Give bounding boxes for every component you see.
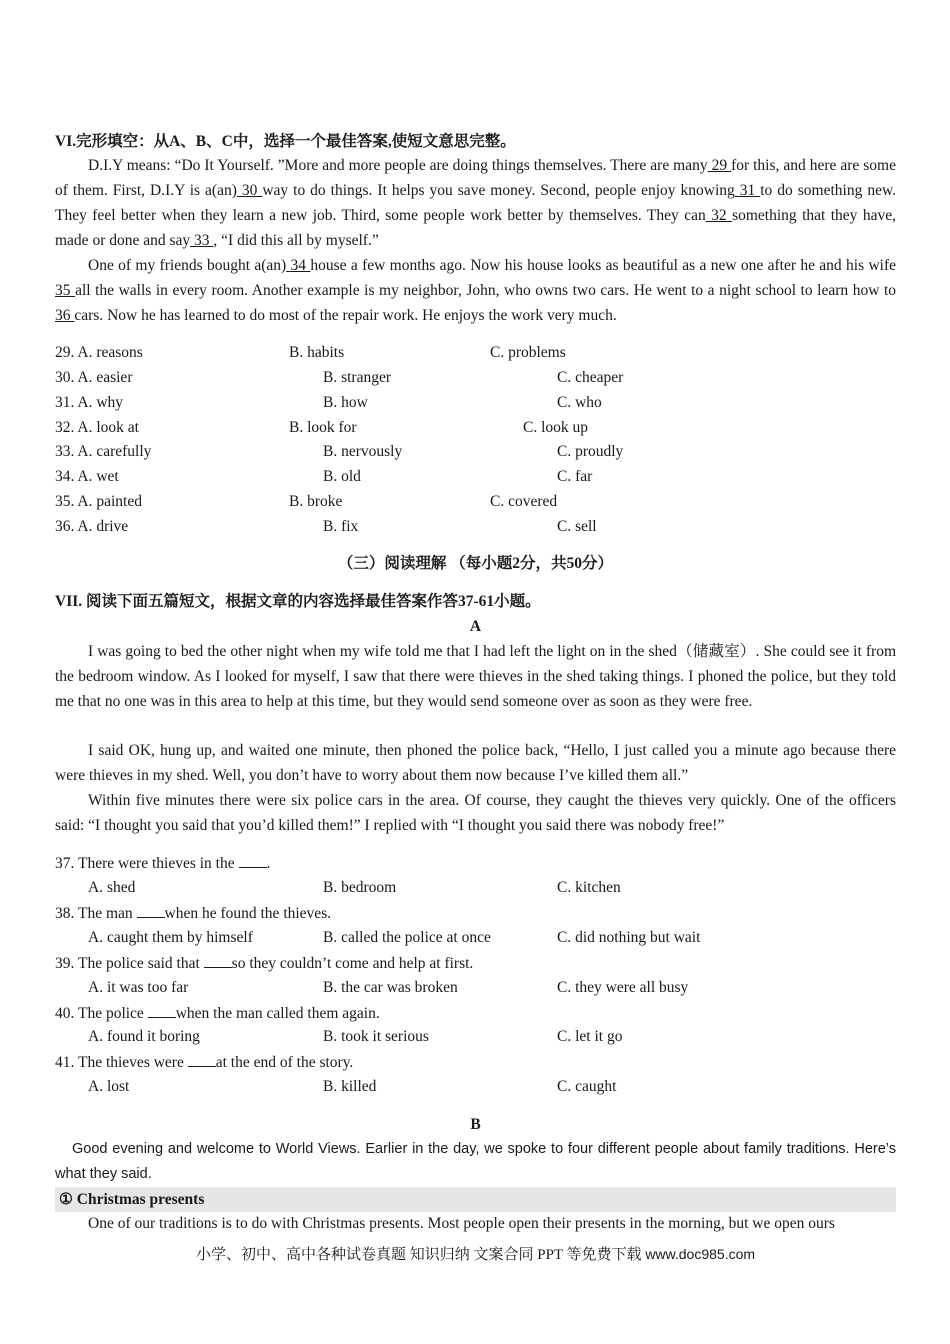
- cloze-text: to do something new. They feel better when they learn a new job. Third, some people work better by themselves. They can: [55, 182, 897, 224]
- choice-c: C. let it go: [557, 1028, 623, 1045]
- passage-a-paragraph-2: I said OK, hung up, and waited one minute, then phoned the police back, “Hello, I just called you a minute ago because there were thieves in my shed. Well, you don’t have to worry about them now because I’ve killed them all.”: [55, 742, 896, 784]
- question-stem: 41. The thieves were at the end of the story.: [55, 1054, 354, 1071]
- option-34-a: 34. A. wet: [55, 468, 119, 485]
- option-32-c: C. look up: [523, 419, 589, 436]
- blank-33: 33: [190, 232, 214, 249]
- blank-29: 29: [707, 157, 732, 174]
- passage-a-paragraph-3: Within five minutes there were six police cars in the area. Of course, they caught the thieves very quickly. One of the officers said: “I thought you said that you’d killed them!” I replied with “I thought you said there was nobody free!”: [55, 792, 896, 834]
- section-6-heading: VI.完形填空：从A、B、C中，选择一个最佳答案,使短文意思完整。: [55, 133, 516, 150]
- option-31-c: C. who: [557, 394, 602, 411]
- choice-a: A. lost: [88, 1078, 130, 1095]
- choice-a: A. caught them by himself: [88, 929, 253, 946]
- cloze-text: One of my friends bought a(an): [88, 257, 287, 274]
- cloze-text: cars. Now he has learned to do most of the repair work. He enjoys the work very much.: [74, 307, 617, 324]
- cloze-paragraph-1: [55, 153, 896, 253]
- blank-31: 31: [734, 182, 761, 199]
- choice-a: A. it was too far: [88, 979, 189, 996]
- answer-blank: [188, 1052, 216, 1067]
- passage-a-label: A: [469, 618, 482, 635]
- question-stem: 37. There were thieves in the .: [55, 855, 271, 872]
- choice-c: C. they were all busy: [557, 979, 689, 996]
- choice-b: B. the car was broken: [323, 979, 458, 996]
- option-30-a: 30. A. easier: [55, 369, 133, 386]
- option-36-c: C. sell: [557, 518, 597, 535]
- option-35-c: C. covered: [490, 493, 558, 510]
- option-36-b: B. fix: [323, 518, 359, 535]
- part-3-title: （三）阅读理解 （每小题2分，共50分）: [337, 555, 614, 572]
- option-33-b: B. nervously: [323, 443, 403, 460]
- choice-c: C. caught: [557, 1078, 617, 1095]
- cloze-text: house a few months ago. Now his house looks as beautiful as a new one after he and his wife: [310, 257, 896, 274]
- question-stem: 39. The police said that so they couldn’t come and help at first.: [55, 955, 474, 972]
- choice-b: B. took it serious: [323, 1028, 429, 1045]
- option-34-c: C. far: [557, 468, 593, 485]
- option-33-a: 33. A. carefully: [55, 443, 152, 460]
- blank-32: 32: [705, 207, 733, 224]
- cloze-text: something that they have, made or done and say: [55, 207, 896, 249]
- footer-url[interactable]: www.doc985.com: [645, 1246, 756, 1262]
- blank-30: 30: [236, 182, 263, 199]
- option-30-c: C. cheaper: [557, 369, 624, 386]
- choice-c: C. did nothing but wait: [557, 929, 701, 946]
- passage-b-label: B: [470, 1116, 481, 1133]
- footer-text: 小学、初中、高中各种试卷真题 知识归纳 文案合同 PPT 等免费下载: [195, 1247, 642, 1263]
- option-31-b: B. how: [323, 394, 368, 411]
- blank-35: 35: [55, 282, 76, 299]
- option-32-a: 32. A. look at: [55, 419, 139, 436]
- answer-blank: [137, 903, 165, 918]
- cloze-paragraph-2: [55, 253, 896, 328]
- passage-a-paragraph-1: I was going to bed the other night when my wife told me that I had left the light on in the shed（储藏室）. She could see it from the bedroom window. As I looked for myself, I saw that there were thieves in the shed taking things. I phoned the police, but they told me that no one was in this area to help at this time, but they would send someone over as soon as they were free.: [55, 643, 896, 710]
- footer: [55, 1243, 896, 1264]
- option-36-a: 36. A. drive: [55, 518, 129, 535]
- option-35-b: B. broke: [289, 493, 343, 510]
- option-29-b: B. habits: [289, 344, 345, 361]
- option-33-c: C. proudly: [557, 443, 624, 460]
- passage-b-intro: Good evening and welcome to World Views. Earlier in the day, we spoke to four different people about family traditions. Here’s what they said.: [55, 1141, 896, 1182]
- cloze-text: D.I.Y means: “Do It Yourself. ”More and more people are doing things themselves. There are many: [88, 157, 708, 174]
- option-31-a: 31. A. why: [55, 394, 124, 411]
- option-35-a: 35. A. painted: [55, 493, 142, 510]
- question-stem: 40. The police when the man called them again.: [55, 1005, 380, 1022]
- passage-b-subheading: ① Christmas presents: [59, 1191, 205, 1208]
- option-32-b: B. look for: [289, 419, 357, 436]
- option-30-b: B. stranger: [323, 369, 392, 386]
- section-7-heading: VII. 阅读下面五篇短文，根据文章的内容选择最佳答案作答37-61小题。: [55, 593, 541, 610]
- cloze-text: way to do things. It helps you save money. Second, people enjoy knowing: [262, 182, 735, 199]
- passage-b-paragraph-1: One of our traditions is to do with Christmas presents. Most people open their presents in the morning, but we open ours: [88, 1215, 835, 1232]
- choice-a: A. shed: [88, 879, 136, 896]
- blank-36: 36: [55, 307, 75, 324]
- option-29-a: 29. A. reasons: [55, 344, 143, 361]
- cloze-text: for this, and here are some of them. First, D.I.Y is a(an): [55, 157, 896, 199]
- question-stem: 38. The man when he found the thieves.: [55, 905, 332, 922]
- choice-b: B. bedroom: [323, 879, 397, 896]
- answer-blank: [148, 1003, 176, 1018]
- answer-blank: [239, 853, 267, 868]
- answer-blank: [204, 953, 232, 968]
- blank-34: 34: [286, 257, 311, 274]
- option-34-b: B. old: [323, 468, 361, 485]
- cloze-text: , “I did this all by myself.”: [213, 232, 379, 249]
- choice-b: B. called the police at once: [323, 929, 491, 946]
- choice-b: B. killed: [323, 1078, 377, 1095]
- cloze-text: all the walls in every room. Another example is my neighbor, John, who owns two cars. He went to a night school to learn how to: [75, 282, 897, 299]
- option-29-c: C. problems: [490, 344, 566, 361]
- choice-c: C. kitchen: [557, 879, 621, 896]
- choice-a: A. found it boring: [88, 1028, 200, 1045]
